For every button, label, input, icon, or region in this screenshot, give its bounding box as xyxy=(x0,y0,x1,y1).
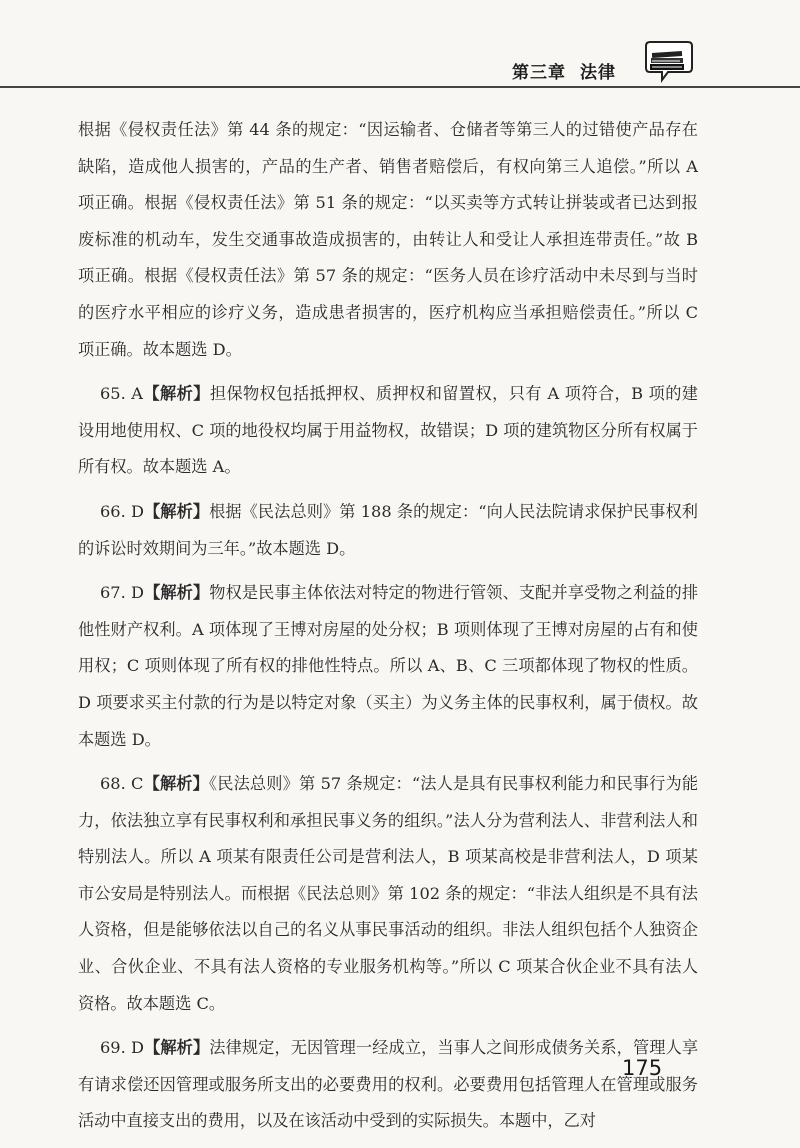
analysis-tag: 【解析】 xyxy=(143,384,210,404)
answer-number: 66. D xyxy=(100,501,144,521)
book-stack-icon xyxy=(640,40,696,88)
answer-number: 67. D xyxy=(100,583,144,603)
analysis-tag: 【解析】 xyxy=(143,583,210,603)
answer-text: 根据《民法总则》第 188 条的规定：“向人民法院请求保护民事权利的诉讼时效期间为三年。”故本题选 D。 xyxy=(78,501,698,558)
answer-66 xyxy=(78,494,698,567)
answer-68 xyxy=(78,766,698,1022)
answer-text: 物权是民事主体依法对特定的物进行管领、支配并享受物之利益的排他性财产权利。A 项体现了王博对房屋的处分权；B 项则体现了王博对房屋的占有和使用权；C 项则体现了所有权的排他性特点。所以 A、B、C 三项都体现了物权的性质。D 项要求买主付款的行为是以特定对象（买主）为义务主体的民事权利，属于债权。故本题选 D。 xyxy=(78,583,699,749)
answer-67 xyxy=(78,575,698,758)
answer-number: 69. D xyxy=(100,1038,144,1058)
answer-number: 68. C xyxy=(100,774,144,794)
analysis-tag: 【解析】 xyxy=(143,1038,210,1058)
chapter-title: 法律 xyxy=(580,63,616,83)
answer-text: 担保物权包括抵押权、质押权和留置权，只有 A 项符合，B 项的建设用地使用权、C 项的地役权均属于用益物权，故错误；D 项的建筑物区分所有权属于所有权。故本题选 A。 xyxy=(78,384,698,477)
answer-65 xyxy=(78,376,698,486)
answer-text: 《民法总则》第 57 条规定：“法人是具有民事权利能力和民事行为能力，依法独立享有民事权利和承担民事义务的组织。”法人分为营利法人、非营利法人和特别法人。所以 A 项某有限责任公司是营利法人，B 项某高校是非营利法人，D 项某市公安局是特别法人。而根据《民法总则》第 102 条的规定：“非法人组织是不具有法人资格，但是能够依法以自己的名义从事民事活动的组织。非法人组织包括个人独资企业、合伙企业、不具有法人资格的专业服务机构等。”所以 C 项某合伙企业不具有法人资格。故本题选 C。 xyxy=(78,774,699,1013)
page-header xyxy=(0,0,800,92)
answer-content xyxy=(78,112,698,1148)
answer-text: 法律规定，无因管理一经成立，当事人之间形成债务关系，管理人享有请求偿还因管理或服务所支出的必要费用的权利。必要费用包括管理人在管理或服务活动中直接支出的费用，以及在该活动中受到的实际损失。本题中，乙对 xyxy=(78,1038,699,1131)
answer-69 xyxy=(78,1030,698,1140)
chapter-number: 第三章 xyxy=(512,63,566,83)
chapter-heading xyxy=(512,58,616,83)
header-rule xyxy=(0,86,800,88)
answer-number: 65. A xyxy=(100,384,143,404)
analysis-tag: 【解析】 xyxy=(143,501,210,521)
page-number: 175 xyxy=(622,1056,663,1080)
intro-paragraph: 根据《侵权责任法》第 44 条的规定：“因运输者、仓储者等第三人的过错使产品存在缺陷，造成他人损害的，产品的生产者、销售者赔偿后，有权向第三人追偿。”所以 A 项正确。根据《侵权责任法》第 51 条的规定：“以买卖等方式转让拼装或者已达到报废标准的机动车，发生交通事故造成损害的，由转让人和受让人承担连带责任。”故 B 项正确。根据《侵权责任法》第 57 条的规定：“医务人员在诊疗活动中未尽到与当时的医疗水平相应的诊疗义务，造成患者损害的，医疗机构应当承担赔偿责任。”所以 C 项正确。故本题选 D。 xyxy=(78,120,698,359)
analysis-tag: 【解析】 xyxy=(143,774,209,794)
